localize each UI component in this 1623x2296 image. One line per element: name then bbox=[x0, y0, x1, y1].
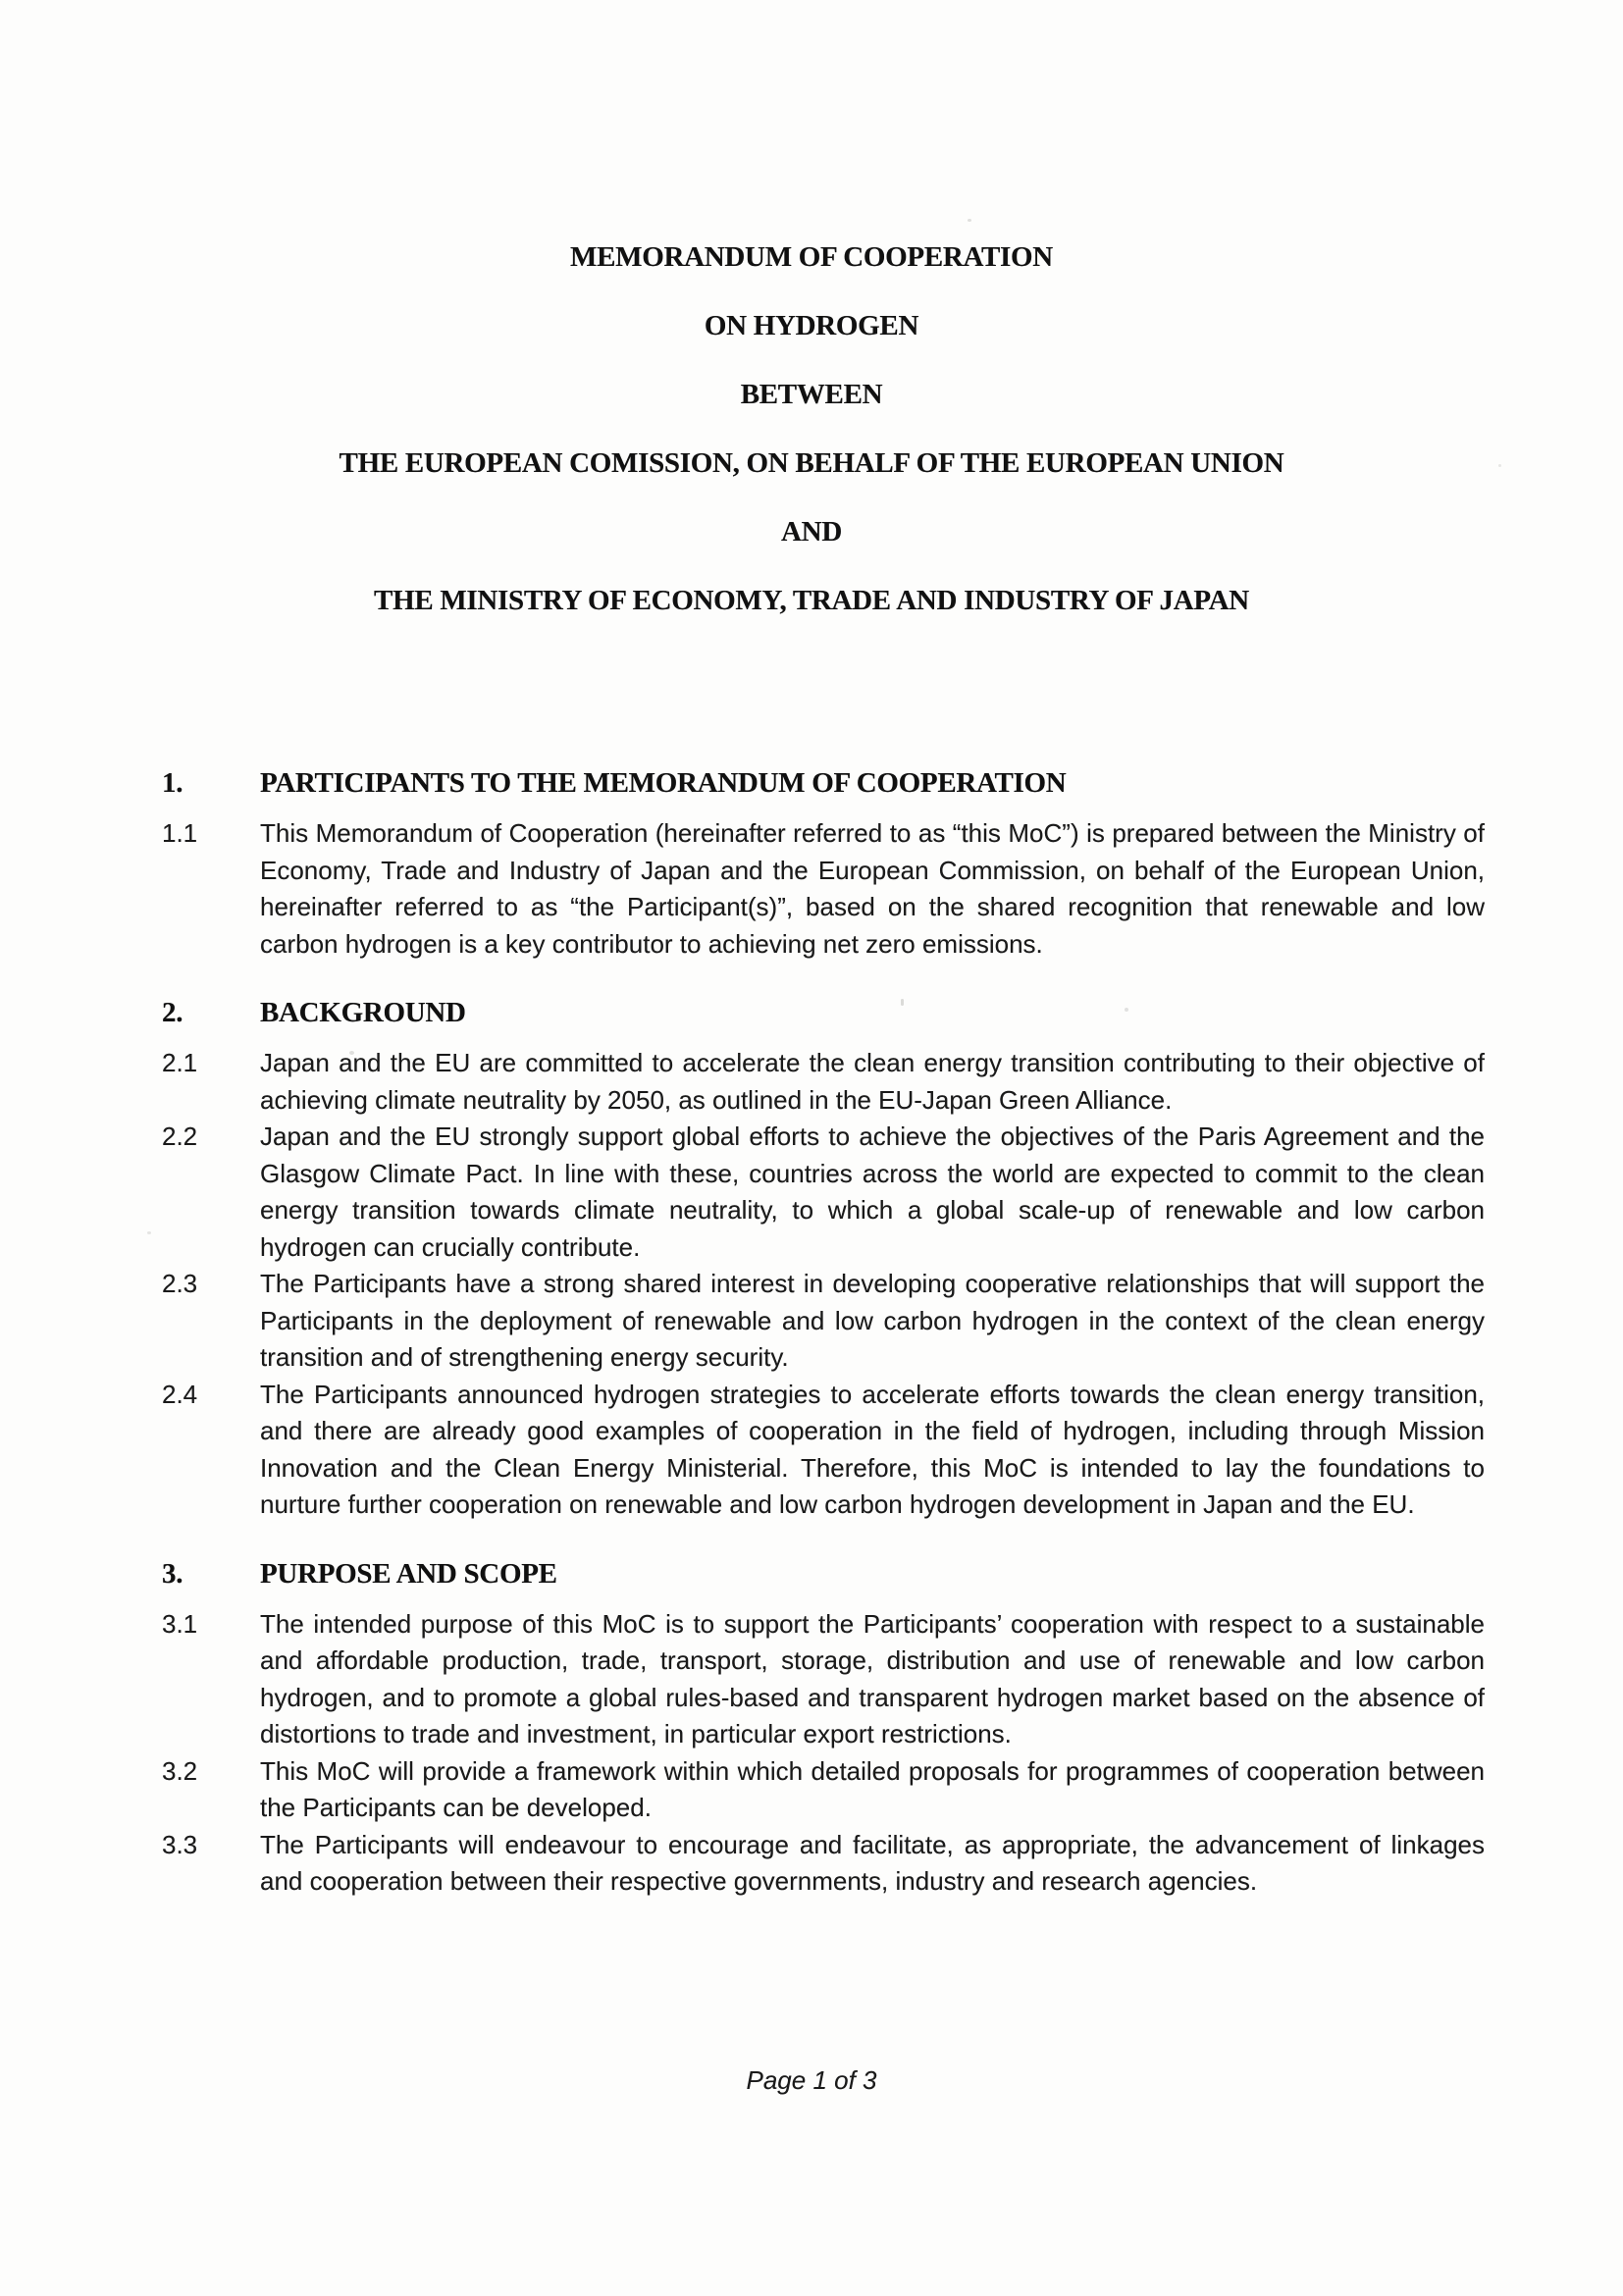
section-heading bbox=[162, 990, 1485, 1035]
section-background bbox=[162, 990, 1485, 1524]
paragraph-number: 2.2 bbox=[162, 1122, 198, 1151]
scan-speck bbox=[349, 1051, 354, 1055]
paragraph-text: This MoC will provide a framework within which detailed proposals for programmes of cooperation between the Participants can be developed. bbox=[260, 1755, 1485, 1822]
scan-speck bbox=[968, 219, 971, 222]
section-purpose-and-scope bbox=[162, 1551, 1485, 1901]
paragraph-1-1 bbox=[162, 815, 1485, 963]
title-block bbox=[0, 0, 1623, 635]
paragraph-text: The intended purpose of this MoC is to support the Participants’ cooperation with respect to a sustainable and affordable production, trade, transport, storage, distribution and use of renewable and low carbon hydrogen, and to promote a global rules-based and transparent hydrogen market based on the absence of distortions to trade and investment, in particular export restrictions. bbox=[260, 1608, 1485, 1748]
title-line-2: ON HYDROGEN bbox=[704, 310, 919, 341]
section-number: 1. bbox=[162, 767, 183, 799]
paragraph-2-2 bbox=[162, 1119, 1485, 1266]
section-number: 2. bbox=[162, 997, 183, 1028]
title-line-5: AND bbox=[781, 516, 842, 548]
paragraph-3-1 bbox=[162, 1606, 1485, 1753]
page-footer: Page 1 of 3 bbox=[746, 2065, 877, 2095]
paragraph-text: Japan and the EU are committed to accelerate the clean energy transition contributing to their objective of achieving climate neutrality by 2050, as outlined in the EU-Japan Green Alliance. bbox=[260, 1048, 1485, 1115]
title-line-4: THE EUROPEAN COMISSION, ON BEHALF OF THE EUROPEAN UNION bbox=[339, 447, 1284, 479]
section-participants bbox=[162, 760, 1485, 963]
section-heading bbox=[162, 760, 1485, 806]
paragraph-2-4 bbox=[162, 1377, 1485, 1524]
paragraph-3-3 bbox=[162, 1827, 1485, 1901]
title-line-3: BETWEEN bbox=[740, 379, 883, 410]
paragraph-number: 1.1 bbox=[162, 818, 198, 848]
paragraph-number: 3.3 bbox=[162, 1829, 198, 1859]
paragraph-number: 2.4 bbox=[162, 1379, 198, 1409]
section-heading bbox=[162, 1551, 1485, 1596]
paragraph-3-2 bbox=[162, 1753, 1485, 1827]
section-heading-text: PURPOSE AND SCOPE bbox=[260, 1557, 557, 1590]
paragraph-text: This Memorandum of Cooperation (hereinafter referred to as “this MoC”) is prepared between the Ministry of Economy, Trade and Industry of Japan and the European Commission, on behalf of the European Union, hereinafter referred to as “the Participant(s)”, based on the shared recognition that renewable and low carbon hydrogen is a key contributor to achieving net zero emissions. bbox=[260, 818, 1485, 959]
scan-speck bbox=[901, 999, 904, 1006]
paragraph-text: The Participants will endeavour to encourage and facilitate, as appropriate, the advancement of linkages and cooperation between their respective governments, industry and research agencies. bbox=[260, 1829, 1485, 1896]
paragraph-number: 2.3 bbox=[162, 1269, 198, 1298]
section-number: 3. bbox=[162, 1557, 183, 1590]
section-heading-text: BACKGROUND bbox=[260, 997, 466, 1028]
paragraph-text: The Participants announced hydrogen strategies to accelerate efforts towards the clean energy transition, and there are already good examples of cooperation in the field of hydrogen, including through Mission Innovation and the Clean Energy Ministerial. Therefore, this MoC is intended to lay the foundations to nurture further cooperation on renewable and low carbon hydrogen development in Japan and the EU. bbox=[260, 1379, 1485, 1519]
title-line-6: THE MINISTRY OF ECONOMY, TRADE AND INDUSTRY OF JAPAN bbox=[374, 585, 1249, 616]
title-line-1: MEMORANDUM OF COOPERATION bbox=[570, 241, 1053, 273]
paragraph-text: Japan and the EU strongly support global efforts to achieve the objectives of the Paris Agreement and the Glasgow Climate Pact. In line with these, countries across the world are expected to commit to the clean energy transition towards climate neutrality, to which a global scale-up of renewable and low carbon hydrogen can crucially contribute. bbox=[260, 1122, 1485, 1262]
scan-speck bbox=[1498, 464, 1501, 467]
paragraph-number: 3.2 bbox=[162, 1755, 198, 1786]
document-body bbox=[0, 760, 1623, 1901]
section-heading-text: PARTICIPANTS TO THE MEMORANDUM OF COOPERATION bbox=[260, 767, 1067, 799]
scan-speck bbox=[1125, 1008, 1128, 1012]
paragraph-text: The Participants have a strong shared interest in developing cooperative relationships that will support the Participants in the deployment of renewable and low carbon hydrogen in the context of the clean energy transition and of strengthening energy security. bbox=[260, 1269, 1485, 1372]
paragraph-number: 3.1 bbox=[162, 1608, 198, 1639]
paragraph-2-3 bbox=[162, 1266, 1485, 1377]
scan-speck bbox=[147, 1231, 151, 1234]
paragraph-number: 2.1 bbox=[162, 1048, 198, 1077]
paragraph-2-1 bbox=[162, 1045, 1485, 1119]
